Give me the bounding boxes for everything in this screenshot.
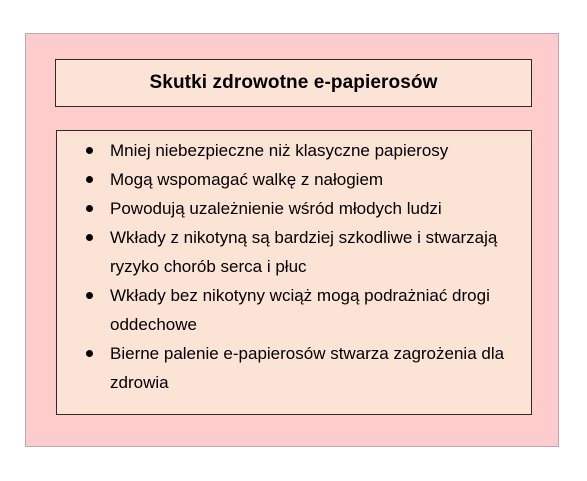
list-item xyxy=(57,136,531,165)
page-title: Skutki zdrowotne e-papierosów xyxy=(149,72,438,93)
list-item xyxy=(57,223,531,281)
list-item xyxy=(57,281,531,339)
bullet-icon xyxy=(86,350,93,357)
list-item-text: Powodują uzależnienie wśród młodych ludzi xyxy=(110,199,442,218)
content-box xyxy=(56,130,532,415)
bullet-list xyxy=(57,136,531,397)
bullet-icon xyxy=(86,234,93,241)
bullet-icon xyxy=(86,147,93,154)
list-item-text: Wkłady bez nikotyny wciąż mogą podrażniać drogi oddechowe xyxy=(110,286,490,334)
bullet-icon xyxy=(86,176,93,183)
list-item-text: Mniej niebezpieczne niż klasyczne papierosy xyxy=(110,141,449,160)
list-item-text: Wkłady z nikotyną są bardziej szkodliwe i stwarzają ryzyko chorób serca i płuc xyxy=(110,228,498,276)
list-item xyxy=(57,194,531,223)
list-item-text: Bierne palenie e-papierosów stwarza zagrożenia dla zdrowia xyxy=(110,344,505,392)
list-item xyxy=(57,339,531,397)
list-item xyxy=(57,165,531,194)
bullet-icon xyxy=(86,205,93,212)
title-box xyxy=(55,59,532,107)
bullet-icon xyxy=(86,292,93,299)
list-item-text: Mogą wspomagać walkę z nałogiem xyxy=(110,170,384,189)
